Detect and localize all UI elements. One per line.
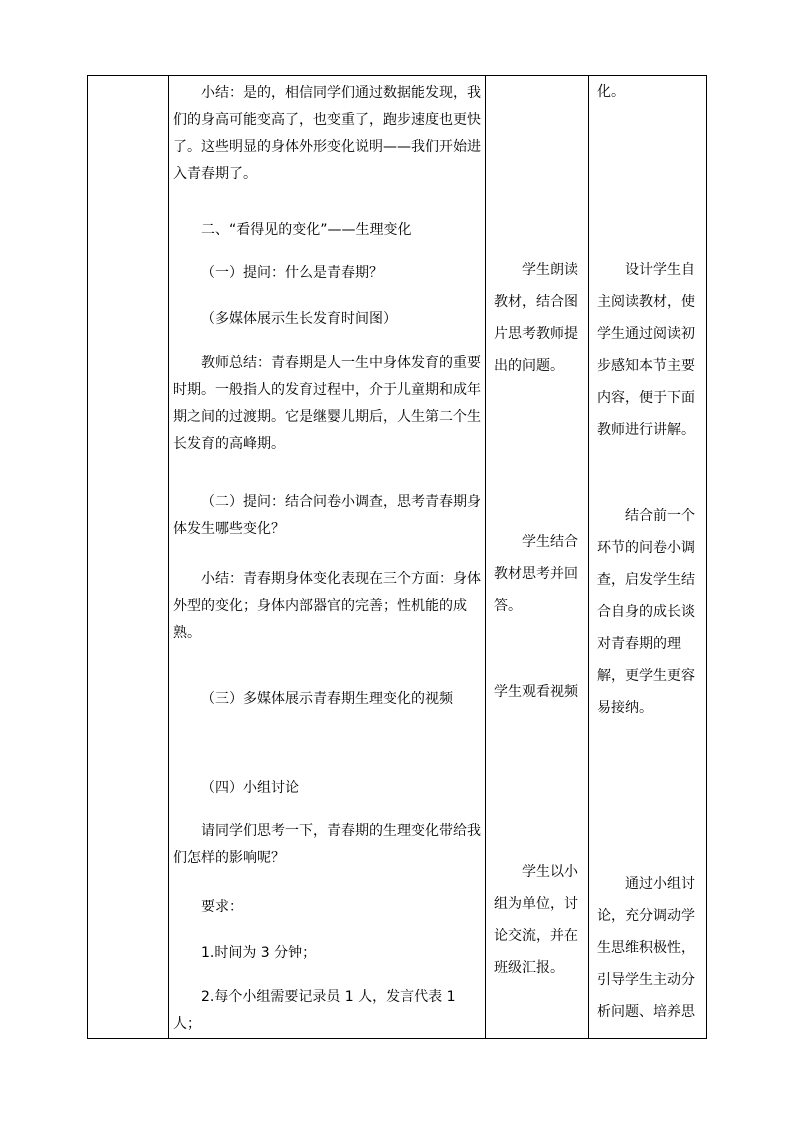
requirement-item: 2.每个小组需要记录员 1 人，发言代表 1 人； (173, 989, 456, 1032)
media-note: （多媒体展示生长发育时间图） (201, 311, 397, 327)
requirements-label: 要求： (201, 899, 243, 915)
requirement-item: 1.时间为 3 分钟； (201, 945, 317, 961)
design-intent-item: 化。 (597, 84, 625, 100)
design-intent-item: 通过小组讨论，充分调动学生思维积极性，引导学生主动分析问题、培养思 (597, 876, 695, 1020)
student-activity-item: 学生观看视频 (494, 684, 578, 700)
discussion-heading: （四）小组讨论 (201, 780, 299, 796)
section-heading: 二、“看得见的变化”——生理变化 (201, 222, 412, 238)
student-activity-item: 学生以小组为单位，讨论交流，并在班级汇报。 (494, 864, 578, 976)
summary-paragraph: 小结：是的，相信同学们通过数据能发现，我们的身高可能变高了，也变重了，跑步速度也更快了。这些明显的身体外形变化说明——我们开始进入青春期了。 (173, 85, 481, 182)
student-activity-item: 学生朗读教材，结合图片思考教师提出的问题。 (494, 262, 578, 374)
design-intent-column (589, 76, 707, 1038)
media-heading: （三）多媒体展示青春期生理变化的视频 (201, 691, 453, 707)
teacher-summary-paragraph: 教师总结：青春期是人一生中身体发育的重要时期。一般指人的发育过程中，介于儿童期和成年期之间的过渡期。它是继婴儿期后，人生第二个生长发育的高峰期。 (173, 355, 481, 452)
discussion-question: 请同学们思考一下，青春期的生理变化带给我们怎样的影响呢？ (173, 823, 481, 866)
teacher-activity-column (169, 76, 485, 1038)
student-activity-column (486, 76, 588, 1038)
lesson-table (87, 75, 707, 1039)
stage-column (88, 76, 168, 1038)
question-heading: （二）提问：结合问卷小调查，思考青春期身体发生哪些变化？ (173, 494, 481, 537)
design-intent-item: 设计学生自主阅读教材，使学生通过阅读初步感知本节主要内容，便于下面教师进行讲解。 (597, 262, 695, 438)
summary-paragraph: 小结：青春期身体变化表现在三个方面：身体外型的变化；身体内部器官的完善；性机能的成熟。 (173, 571, 481, 641)
design-intent-item: 结合前一个环节的问卷小调查，启发学生结合自身的成长谈对青春期的理解，更学生更容易接纳。 (597, 508, 695, 716)
student-activity-item: 学生结合教材思考并回答。 (494, 534, 578, 614)
question-heading: （一）提问：什么是青春期？ (201, 265, 383, 281)
